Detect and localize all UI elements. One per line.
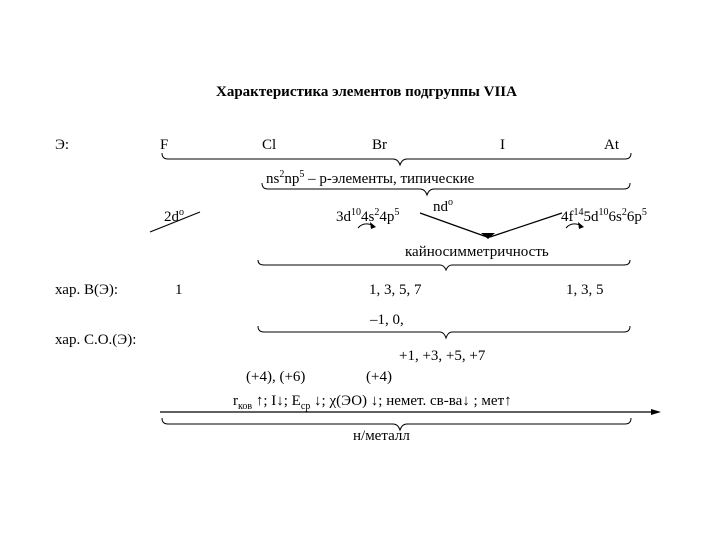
bromine-arrow-head bbox=[370, 222, 376, 229]
nd-orbital: $nd^o$ bbox=[433, 197, 453, 215]
element-I: I bbox=[500, 137, 505, 153]
oxidation-label: хар. С.О.(Э): bbox=[55, 332, 137, 348]
nonmetal-metal-label: н/металл bbox=[353, 428, 410, 444]
element-F: F bbox=[160, 137, 169, 153]
fluorine-2d-orbital: $2d^o$ bbox=[164, 207, 184, 225]
element-label: Э: bbox=[55, 137, 70, 153]
page-title: Характеристика элементов подгруппы VIIA bbox=[216, 84, 517, 100]
left-converging-arrow bbox=[420, 213, 487, 237]
valence-At: 1, 3, 5 bbox=[566, 282, 604, 298]
oxidation-extra-right: (+4) bbox=[366, 369, 392, 385]
valence-label: хар. В(Э): bbox=[55, 282, 119, 298]
oxidation-extra-left: (+4), (+6) bbox=[246, 369, 306, 385]
oxidation-positive: +1, +3, +5, +7 bbox=[399, 348, 486, 364]
element-row-brace bbox=[162, 153, 631, 165]
orbital-strike-line bbox=[150, 207, 200, 232]
oxidation-negative: –1, 0, bbox=[370, 312, 404, 328]
element-Cl: Cl bbox=[262, 137, 277, 153]
property-trends: $r_{ков}$ ↑; I↓; $E_{ср}$ ↓; χ(ЭО) ↓; немет. св-ва↓ ; мет↑ bbox=[233, 393, 512, 412]
oxidation-brace bbox=[258, 326, 630, 338]
bromine-configuration: $3d^{10}4s^24p^5$ bbox=[336, 207, 400, 225]
right-converging-arrow bbox=[490, 213, 562, 237]
kainosymmetry-label: кайносимметричность bbox=[405, 244, 549, 260]
general-configuration: $ns^2np^5$ – р-элементы, типические bbox=[266, 169, 475, 187]
trend-brace bbox=[162, 418, 631, 430]
valence-middle: 1, 3, 5, 7 bbox=[369, 282, 422, 298]
element-Br: Br bbox=[372, 137, 387, 153]
kainosymmetry-brace bbox=[258, 260, 630, 270]
valence-F: 1 bbox=[175, 282, 183, 298]
astatine-configuration: $4f^{14}5d^{10}6s^26p^5$ bbox=[561, 207, 647, 225]
element-At: At bbox=[604, 137, 619, 153]
astatine-arrow-head bbox=[578, 222, 584, 229]
trend-arrow-head bbox=[651, 409, 661, 415]
configuration-brace bbox=[262, 183, 630, 195]
